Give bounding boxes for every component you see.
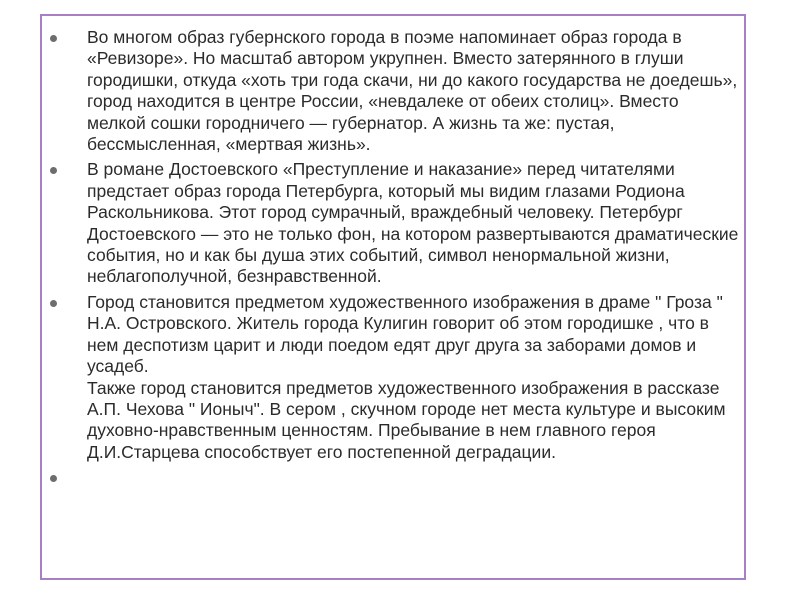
bullet-text (87, 292, 740, 463)
bullet-icon (50, 35, 57, 42)
bullet-text: Во многом образ губернского города в поэме напоминает образ города в «Ревизоре». Но масштаб автором укрупнен. Вместо затерянного в глуши городишки, откуда «хоть три года скачи, ни до какого государства не доедешь», город находится в центре России, «невдалеке от обеих столиц». Вместо мелкой сошки городничего — губернатор. А жизнь та же: пустая, бессмысленная, «мертвая жизнь». (87, 27, 738, 155)
bullet-icon (50, 475, 57, 482)
slide-content (75, 27, 740, 493)
bullet-paragraph: Также город становится предметов художественного изображения в рассказе А.П. Чехова " Ионыч". В сером , скучном городе нет места культуре и высоким духовно-нравственным ценностям. Пребывание в нем главного героя Д.И.Старцева способствует его постепенной деградации. (87, 377, 726, 462)
slide-frame (40, 14, 746, 580)
bullet-paragraph: Город становится предметом художественного изображения в драме " Гроза " Н.А. Островского. Житель города Кулигин говорит об этом городишке , что в нем деспотизм царит и люди поедом едят друг друга за заборами домов и усадеб. (87, 291, 723, 377)
bullet-icon (50, 167, 57, 174)
list-item (75, 467, 740, 488)
list-item (75, 27, 740, 155)
bullet-icon (50, 300, 57, 307)
bullet-list (75, 27, 740, 489)
list-item (75, 159, 740, 287)
list-item (75, 292, 740, 463)
bullet-text: В романе Достоевского «Преступление и наказание» перед читателями предстает образ города Петербурга, который мы видим глазами Родиона Раскольникова. Этот город сумрачный, враждебный человеку. Петербург Достоевского — это не только фон, на котором развертываются драматические события, но и как бы душа этих событий, символ ненормальной жизни, неблагополучной, безнравственной. (87, 159, 739, 287)
bullet-text (87, 467, 740, 488)
